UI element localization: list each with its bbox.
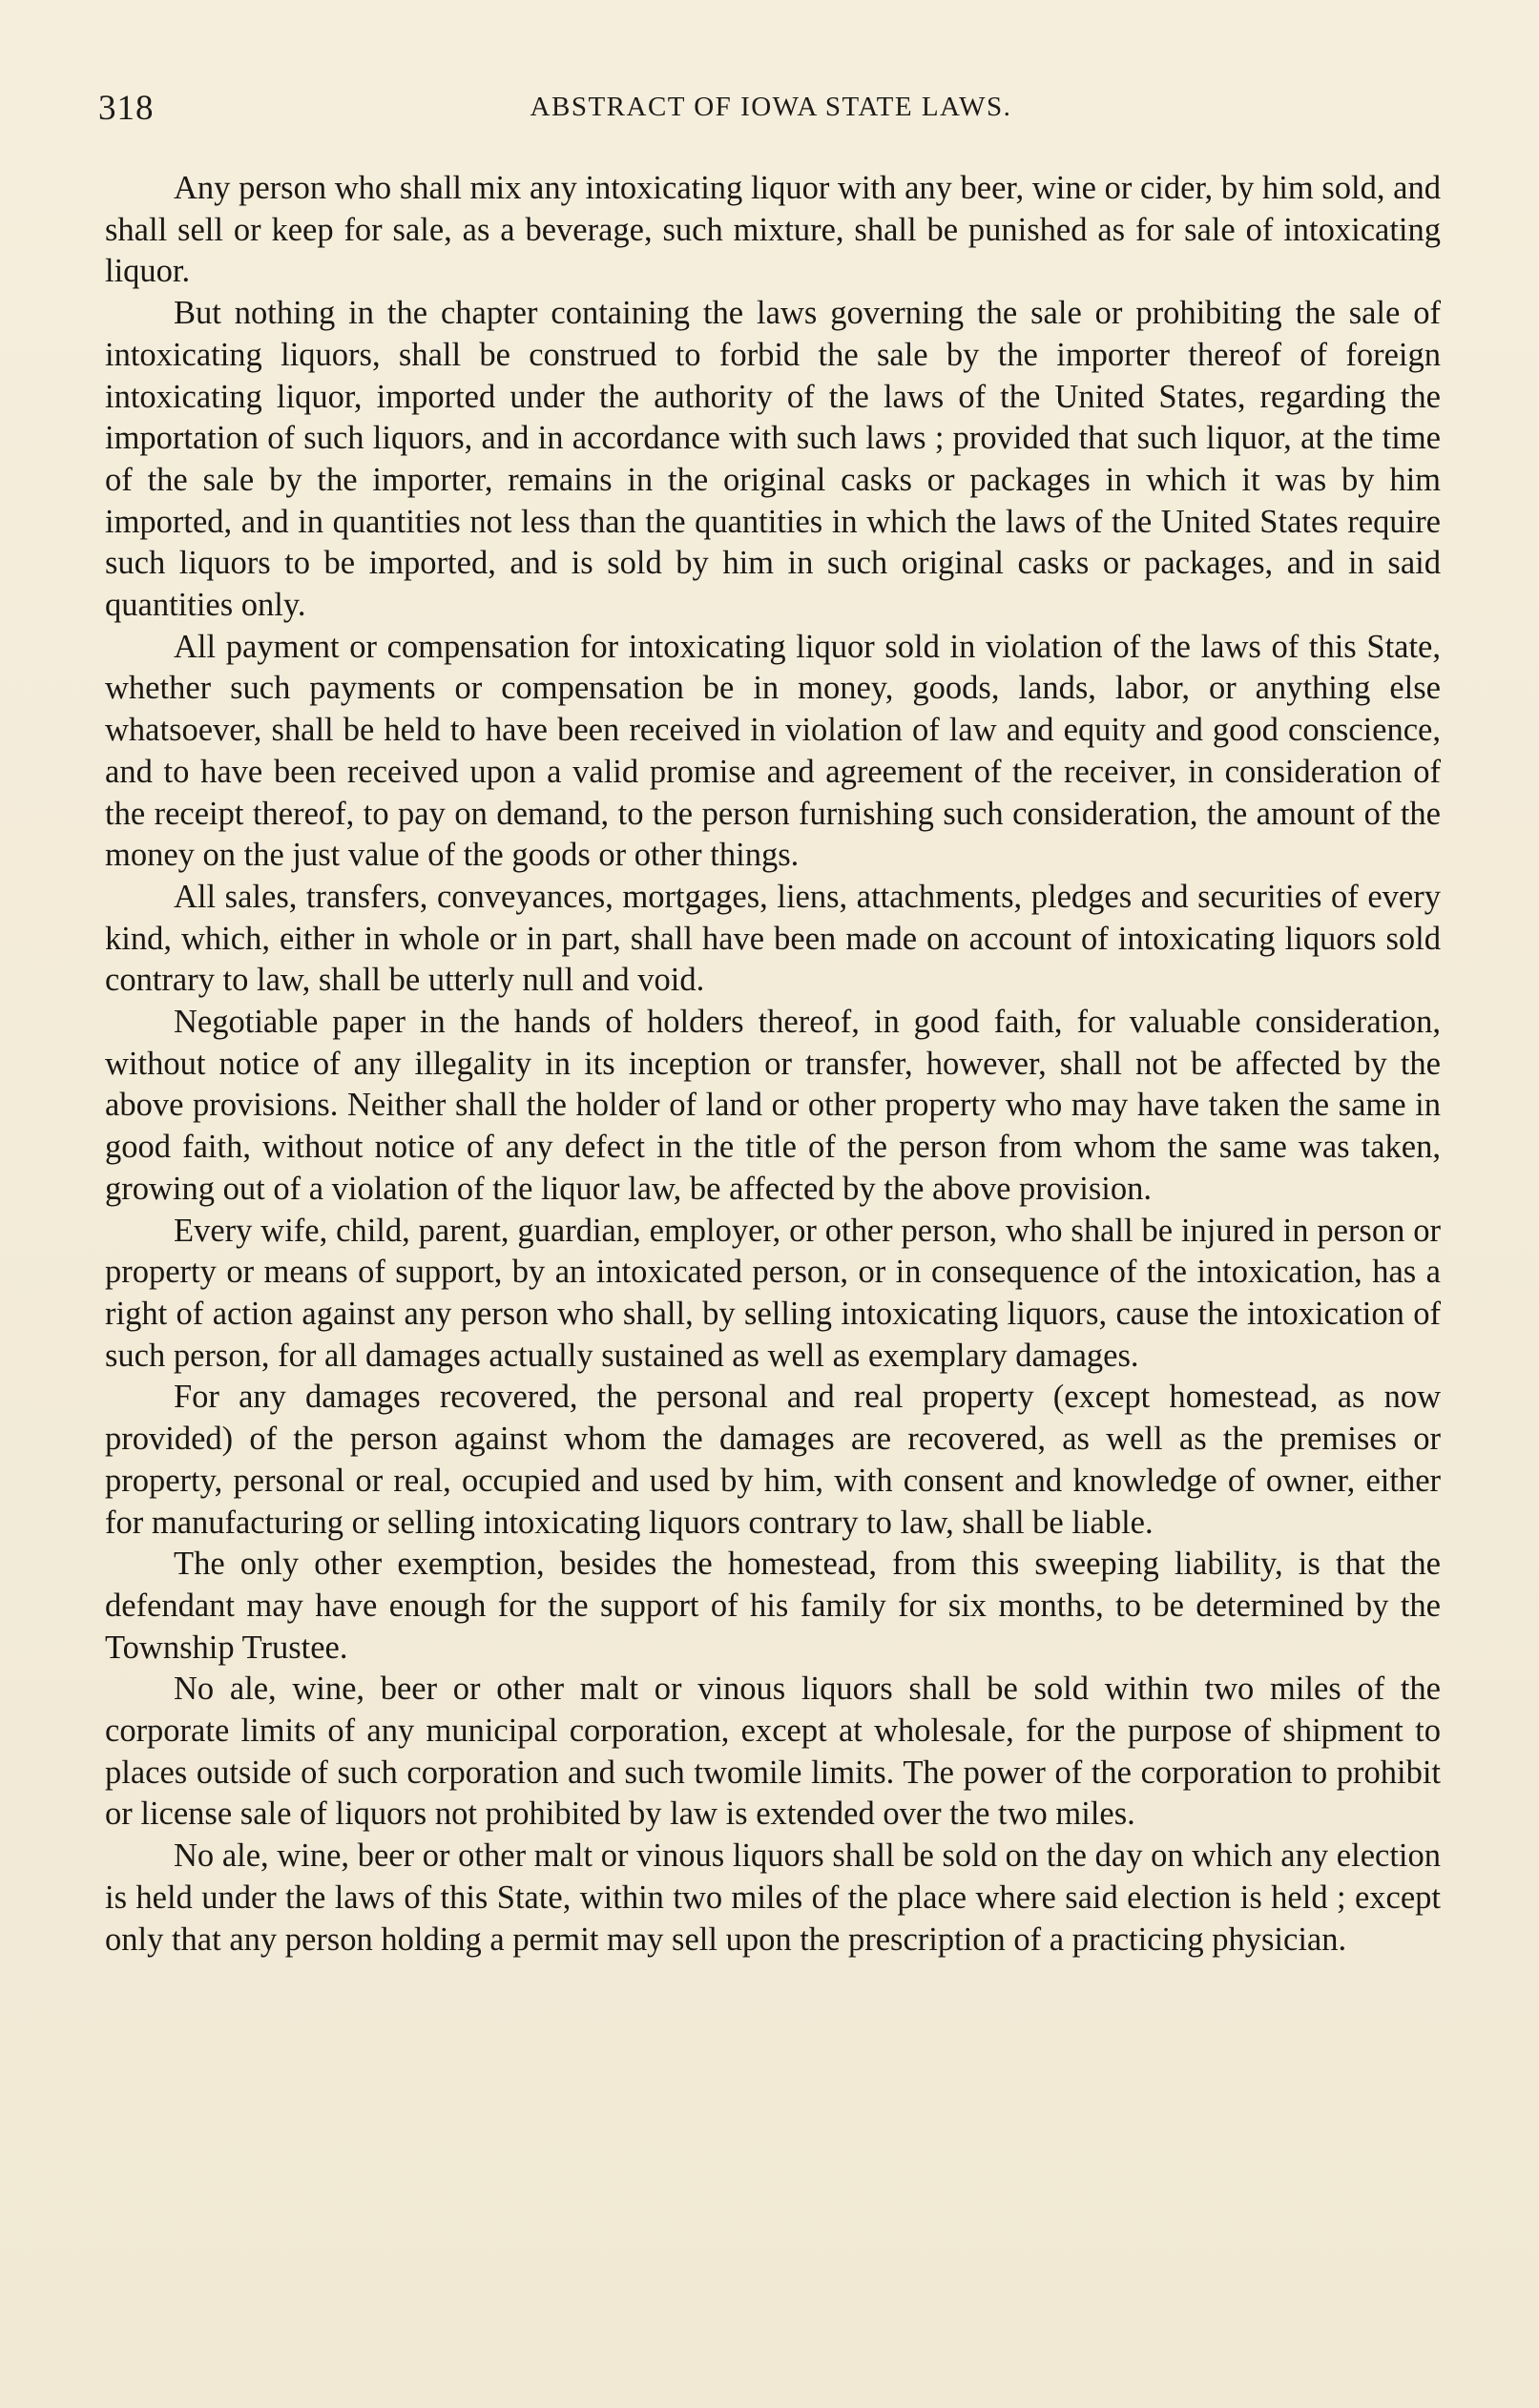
paragraph-sales-void: All sales, transfers, conveyances, mortgages, liens, attachments, pledges and securities of every kind, which, either in whole or in part, shall have been made on account of intoxicating liquors sold contrary to law, shall be utterly null and void. <box>105 878 1441 999</box>
paragraph-importer-exception: But nothing in the chapter containing the laws governing the sale or prohibiting the sale of intoxicating liquors, shall be construed to forbid the sale by the importer thereof of foreign intoxicating liquor, imported under the authority of the laws of the United States, regarding the importation of such liquors, and in accordance with such laws ; provided that such liquor, at the time of the sale by the importer, remains in the original casks or packages in which it was by him imported, and in quantities not less than the quantities in which the laws of the United States require such liquors to be imported, and is sold by him in such original casks or packages, and in said quantities only. <box>105 295 1441 624</box>
paragraph-two-mile-limit: No ale, wine, beer or other malt or vinous liquors shall be sold within two miles of the corporate limits of any municipal corporation, except at wholesale, for the purpose of shipment to places outside of such corporation and such twomile limits. The power of the corporation to prohibit or license sale of liquors not prohibited by law is extended over the two miles. <box>105 1671 1441 1833</box>
paragraph-right-of-action: Every wife, child, parent, guardian, employer, or other person, who shall be injured in person or property or means of support, by an intoxicated person, or in consequence of the intoxication, has a right of action against any person who shall, by selling intoxicating liquors, cause the intoxication of such person, for all damages actually sustained as well as exemplary damages. <box>105 1212 1441 1374</box>
page-number: 318 <box>98 89 155 128</box>
paragraph-negotiable-paper: Negotiable paper in the hands of holders thereof, in good faith, for valuable consideration, without notice of any illegality in its inception or transfer, however, shall not be affected by the above provisions. Neither shall the holder of land or other property who may have taken the same in good faith, without notice of any defect in the title of the person from whom the same was taken, growing out of a violation of the liquor law, be affected by the above provision. <box>105 1004 1441 1207</box>
paragraph-mixing-liquor: Any person who shall mix any intoxicating liquor with any beer, wine or cider, by him sold, and shall sell or keep for sale, as a beverage, such mixture, shall be punished as for sale of intoxicating liquor. <box>105 170 1441 290</box>
paragraph-payment-compensation: All payment or compensation for intoxicating liquor sold in violation of the laws of this State, whether such payments or compensation be in money, goods, lands, labor, or anything else whatsoever, shall be held to have been received in violation of law and equity and good conscience, and to have been received upon a valid promise and agreement of the receiver, in consideration of the receipt thereof, to pay on demand, to the person furnishing such consideration, the amount of the money on the just value of the goods or other things. <box>105 628 1441 874</box>
running-title: ABSTRACT OF IOWA STATE LAWS. <box>530 92 1012 122</box>
page-header <box>98 88 1444 135</box>
paragraph-property-liable: For any damages recovered, the personal and real property (except homestead, as now provided) of the person against whom the damages are recovered, as well as the premises or property, personal or real, occupied and used by him, with consent and knowledge of owner, either for manufacturing or selling intoxicating liquors contrary to law, shall be liable. <box>105 1379 1441 1541</box>
paragraph-exemption: The only other exemption, besides the homestead, from this sweeping liability, is that the defendant may have enough for the support of his family for six months, to be determined by the Township Trustee. <box>105 1546 1441 1666</box>
body-text <box>105 168 1441 1961</box>
paragraph-election-day: No ale, wine, beer or other malt or vinous liquors shall be sold on the day on which any election is held under the laws of this State, within two miles of the place where said election is held ; except only that any person holding a permit may sell upon the prescription of a practicing physician. <box>105 1837 1441 1958</box>
